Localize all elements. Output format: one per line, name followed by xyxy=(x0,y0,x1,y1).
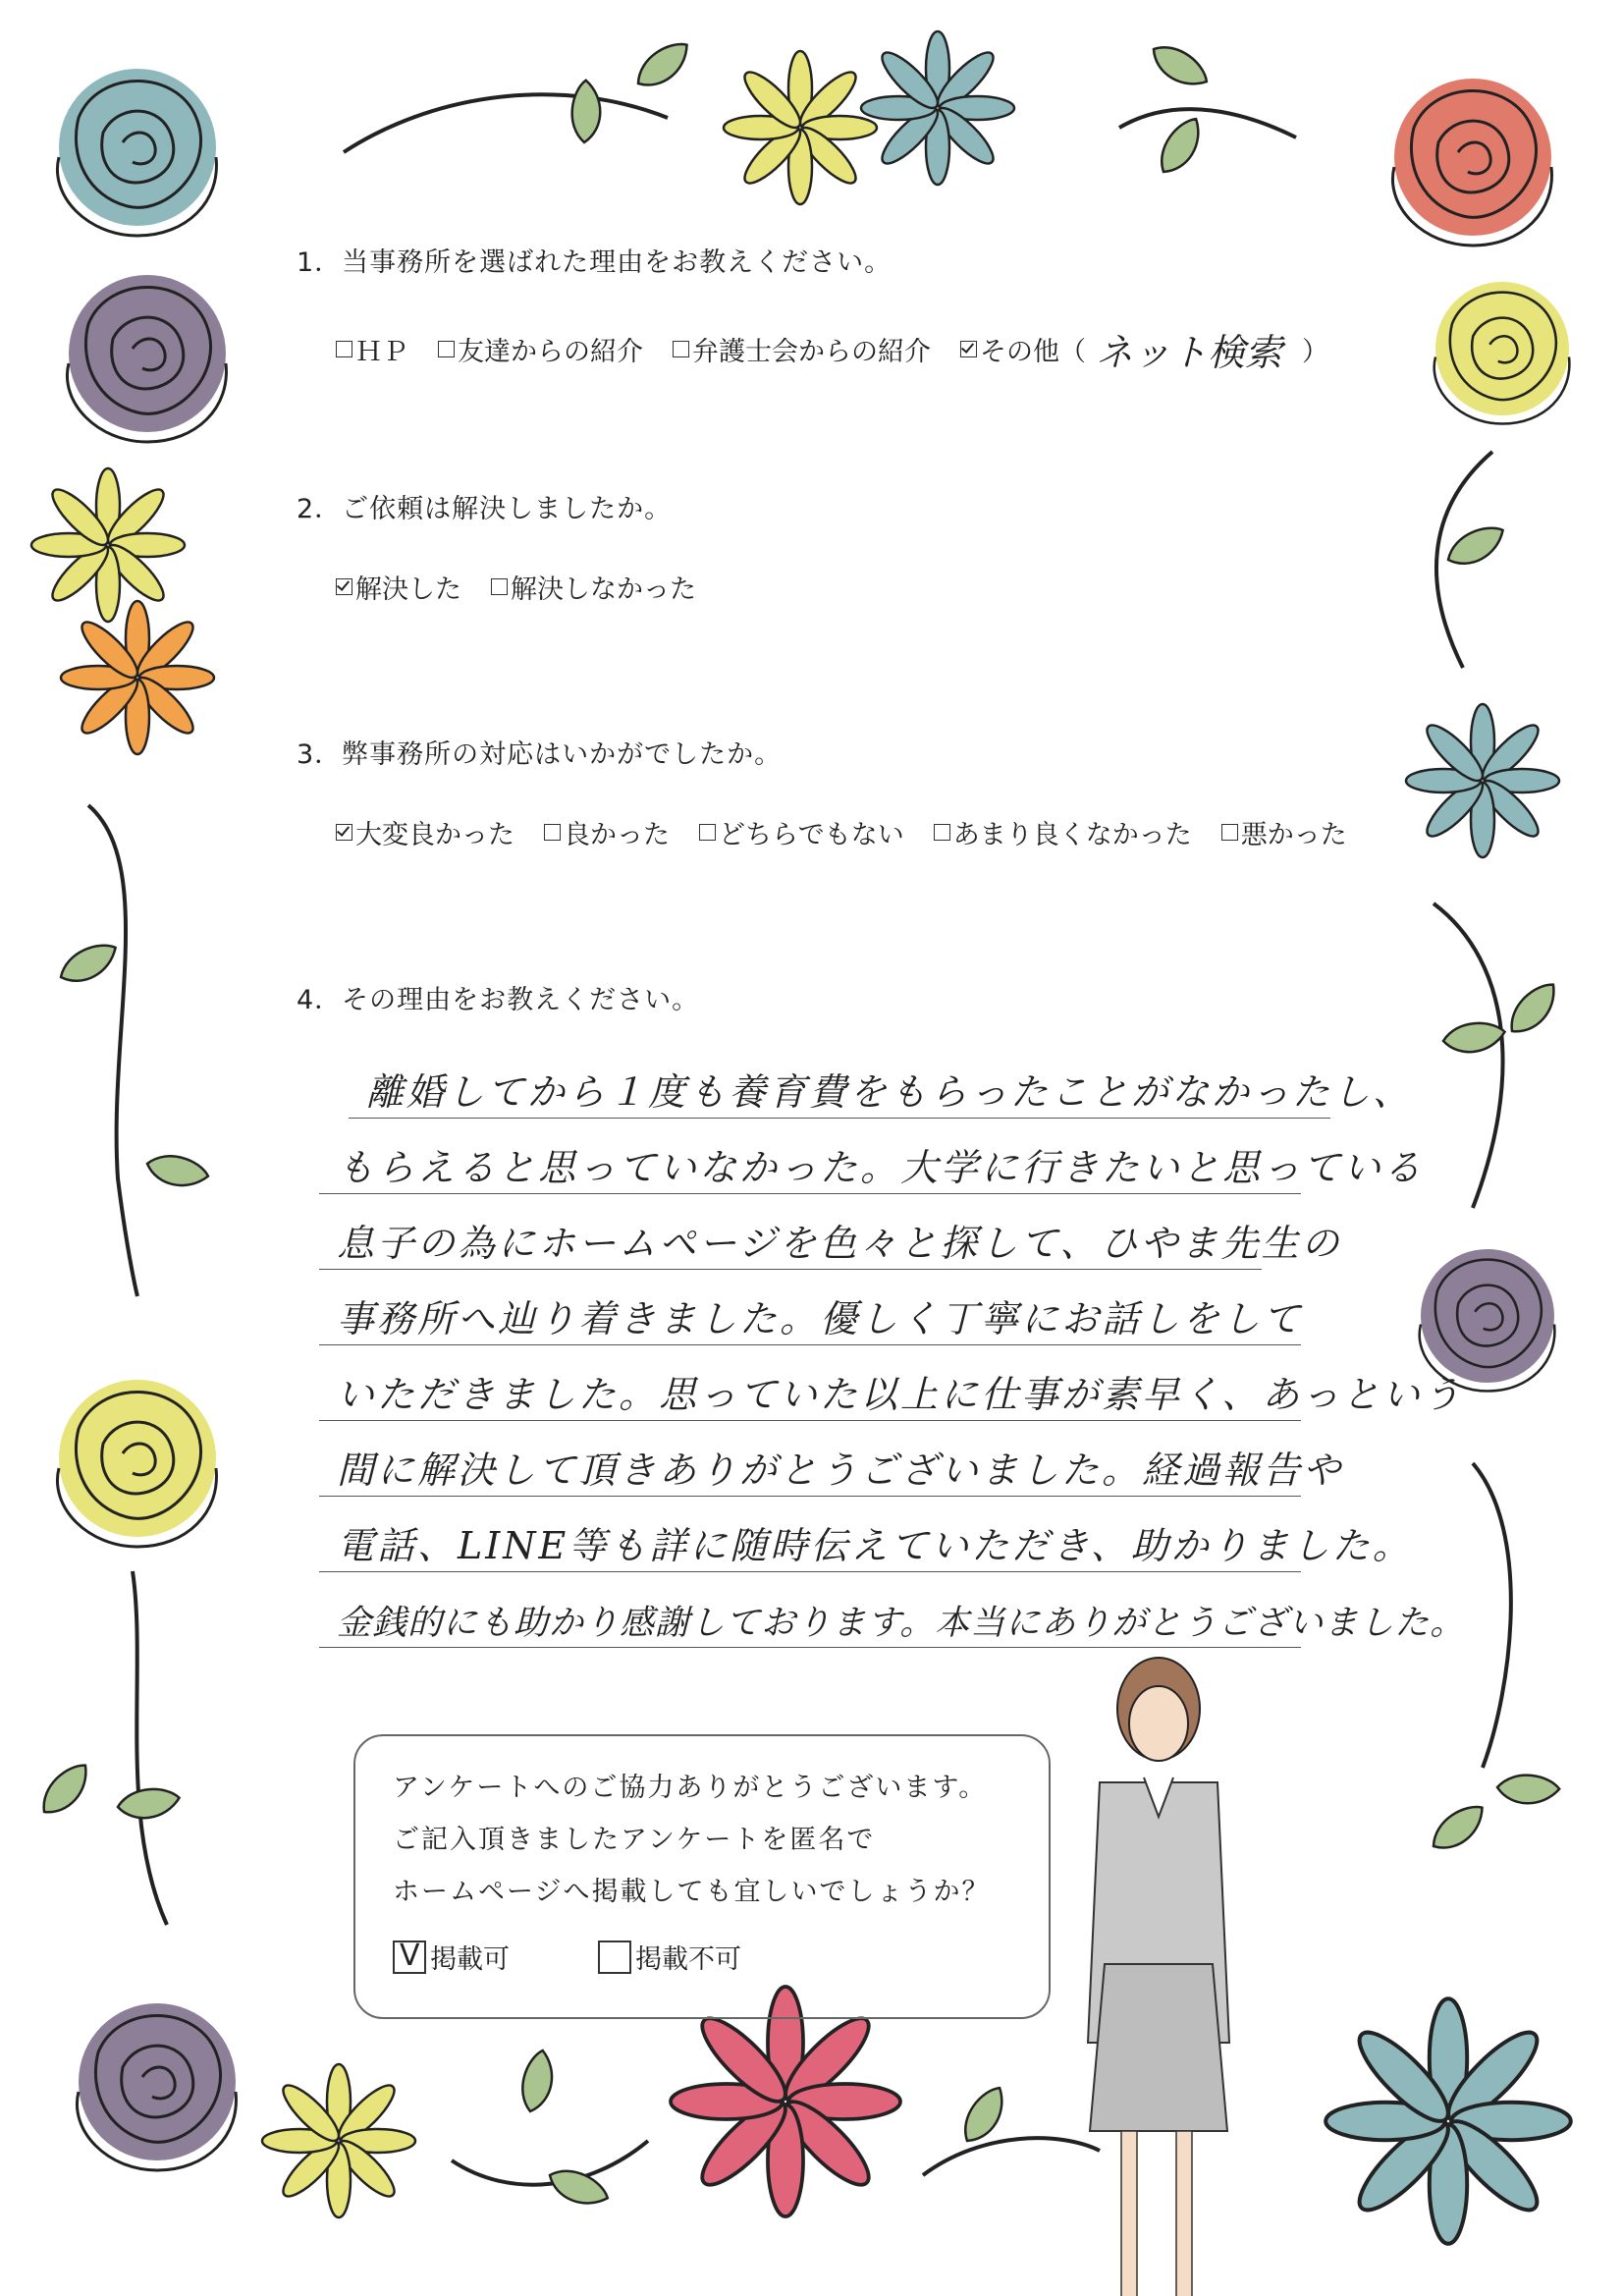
option-not-good[interactable] xyxy=(934,813,1192,851)
option-bar-association[interactable] xyxy=(673,330,931,368)
checkbox[interactable] xyxy=(960,341,977,357)
rose-icon xyxy=(77,2003,236,2170)
question-4-title: 4．その理由をお教えください。 xyxy=(297,985,700,1015)
rose-icon xyxy=(57,69,216,236)
handwritten-answer xyxy=(319,1043,1466,1648)
checkbox[interactable] xyxy=(491,578,508,595)
option-friend-referral[interactable] xyxy=(438,330,643,368)
checkbox[interactable] xyxy=(336,341,352,357)
answer-line: 息子の為にホームページを色々と探して、ひやま先生の xyxy=(319,1194,1262,1270)
leaf-icon xyxy=(1500,980,1567,1037)
option-label: 良かった xyxy=(564,820,670,850)
vine-icon xyxy=(1119,109,1296,137)
daisy-icon xyxy=(1325,1998,1571,2244)
option-label: 弁護士会からの紹介 xyxy=(692,337,931,367)
vine-icon xyxy=(1473,1463,1511,1768)
option-publish-ng[interactable] xyxy=(598,1938,741,1976)
question-2-options xyxy=(336,568,726,606)
leaf-icon xyxy=(143,1142,210,1199)
option-label: どちらでもない xyxy=(719,820,904,850)
vine-icon xyxy=(923,2138,1100,2175)
rose-icon xyxy=(57,1380,216,1547)
checkbox[interactable] xyxy=(544,824,561,841)
leaf-icon xyxy=(57,943,121,984)
question-1-options xyxy=(336,322,1358,376)
consent-text: ご記入頂きましたアンケートを匿名で xyxy=(393,1825,876,1855)
option-suffix: ） xyxy=(1302,337,1329,367)
question-1-title: 1．当事務所を選ばれた理由をお教えください。 xyxy=(297,247,893,278)
option-label: 掲載可 xyxy=(430,1944,510,1975)
option-label: その他（ xyxy=(980,337,1086,367)
answer-line: 事務所へ辿り着きました。優しく丁寧にお話しをして xyxy=(319,1270,1301,1345)
consent-text: アンケートへのご協力ありがとうございます。 xyxy=(393,1773,988,1803)
daisy-icon xyxy=(31,468,185,622)
checkbox[interactable] xyxy=(438,341,455,357)
checkbox[interactable] xyxy=(673,341,689,357)
checkbox[interactable] xyxy=(393,1941,426,1974)
vine-icon xyxy=(344,94,668,152)
rose-icon xyxy=(1392,79,1551,246)
answer-line: 間に解決して頂きありがとうございました。経過報告や xyxy=(319,1421,1301,1497)
answer-line: いただきました。思っていた以上に仕事が素早く、あっという xyxy=(319,1345,1301,1421)
option-other[interactable] xyxy=(960,322,1328,376)
option-publish-ok[interactable] xyxy=(393,1938,510,1976)
answer-line: 電話、LINE等も詳に随時伝えていただき、助かりました。 xyxy=(319,1497,1301,1572)
handwritten-other: ネット検索 xyxy=(1096,331,1283,374)
option-neutral[interactable] xyxy=(699,813,904,851)
checkbox[interactable] xyxy=(1221,824,1238,841)
option-not-resolved[interactable] xyxy=(491,568,696,606)
leaf-icon xyxy=(545,2157,610,2218)
option-resolved[interactable] xyxy=(336,568,461,606)
option-label: ＨＰ xyxy=(355,337,408,367)
leaf-icon xyxy=(32,1761,99,1818)
option-label: 掲載不可 xyxy=(635,1944,741,1975)
consent-options xyxy=(393,1938,1011,1976)
leaf-icon xyxy=(509,2049,566,2115)
vine-icon xyxy=(133,1571,167,1925)
daisy-icon xyxy=(861,31,1014,185)
option-label: あまり良くなかった xyxy=(952,820,1192,850)
daisy-icon xyxy=(61,601,214,754)
question-2-title: 2．ご依頼は解決しましたか。 xyxy=(297,494,673,524)
vine-icon xyxy=(1434,903,1503,1208)
daisy-icon xyxy=(724,51,877,204)
option-label: 解決した xyxy=(355,574,461,605)
rose-icon xyxy=(1434,282,1570,424)
consent-text: ホームページへ掲載しても宜しいでしょうか？ xyxy=(393,1877,991,1907)
answer-line: 金銭的にも助かり感謝しております。本当にありがとうございました。 xyxy=(319,1572,1301,1648)
leaf-icon xyxy=(630,40,696,89)
rose-icon xyxy=(67,275,226,442)
leaf-icon xyxy=(1495,1765,1561,1814)
leaf-icon xyxy=(1442,1017,1506,1059)
option-hp[interactable] xyxy=(336,330,408,368)
option-label: 解決しなかった xyxy=(511,574,696,605)
leaf-icon xyxy=(117,1783,181,1825)
option-label: 大変良かった xyxy=(355,820,514,850)
leaf-icon xyxy=(1149,33,1211,98)
option-very-good[interactable] xyxy=(336,813,514,851)
checkbox[interactable] xyxy=(336,824,352,841)
leaf-icon xyxy=(1148,115,1213,177)
daisy-icon xyxy=(671,1987,900,2216)
leaf-icon xyxy=(1444,525,1508,567)
option-label: 友達からの紹介 xyxy=(458,337,643,367)
checkbox[interactable] xyxy=(336,578,352,595)
question-3-options xyxy=(336,813,1347,851)
daisy-icon xyxy=(262,2064,415,2217)
leaf-icon xyxy=(951,2084,1016,2146)
vine-icon xyxy=(88,805,137,1296)
option-bad[interactable] xyxy=(1221,813,1347,851)
question-3-title: 3．弊事務所の対応はいかがでしたか。 xyxy=(297,739,783,770)
checkbox[interactable] xyxy=(934,824,950,841)
consent-box xyxy=(353,1734,1051,2019)
checkbox[interactable] xyxy=(699,824,716,841)
answer-line: もらえると思っていなかった。大学に行きたいと思っている xyxy=(319,1119,1301,1194)
leaf-icon xyxy=(1426,1803,1491,1852)
leaf-icon xyxy=(562,79,611,144)
option-label: 悪かった xyxy=(1240,820,1347,850)
option-good[interactable] xyxy=(544,813,670,851)
daisy-icon xyxy=(1406,704,1559,857)
answer-line: 離婚してから１度も養育費をもらったことがなかったし、 xyxy=(349,1043,1330,1119)
woman-illustration xyxy=(1088,1658,1229,2296)
checkbox[interactable] xyxy=(598,1941,631,1974)
